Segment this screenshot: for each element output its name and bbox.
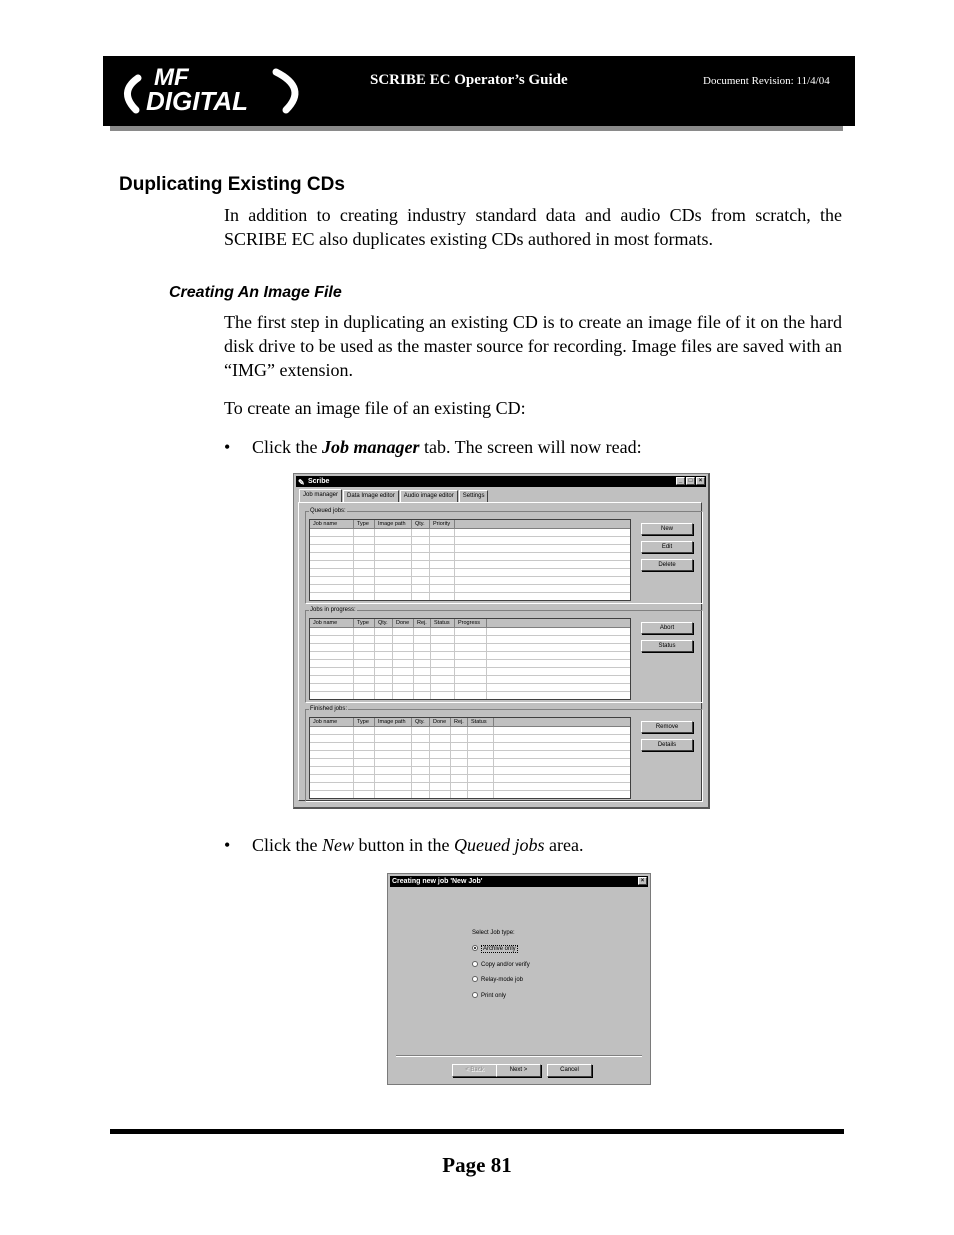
abort-button[interactable]: Abort bbox=[641, 622, 693, 634]
subsection-heading: Creating An Image File bbox=[169, 284, 342, 301]
tab-job-manager[interactable]: Job manager bbox=[299, 489, 342, 502]
close-icon[interactable]: × bbox=[696, 477, 705, 485]
next-button[interactable]: Next > bbox=[496, 1064, 541, 1077]
table-body bbox=[310, 529, 630, 601]
header-shadow bbox=[110, 126, 843, 131]
minimize-icon[interactable]: _ bbox=[676, 477, 685, 485]
tab-audio-image-editor[interactable]: Audio image editor bbox=[400, 490, 458, 502]
section-heading: Duplicating Existing CDs bbox=[119, 174, 345, 195]
bullet-icon: • bbox=[224, 835, 231, 855]
intro-paragraph: In addition to creating industry standard data and audio CDs from scratch, the SCRIBE EC also duplicates existing CDs authored in most formats. bbox=[224, 205, 842, 249]
tab-data-image-editor[interactable]: Data Image editor bbox=[343, 490, 399, 502]
bullet-item: • Click the Job manager tab. The screen will now read: bbox=[224, 437, 642, 457]
footer-rule bbox=[110, 1129, 844, 1134]
table-header bbox=[310, 619, 630, 628]
column-header[interactable]: Type bbox=[354, 619, 375, 627]
column-header[interactable]: Status bbox=[431, 619, 455, 627]
table-header bbox=[310, 718, 630, 727]
radio-selected-icon bbox=[472, 945, 478, 951]
close-icon[interactable]: × bbox=[638, 877, 647, 885]
radio-icon bbox=[472, 961, 478, 967]
column-header[interactable]: Image path bbox=[375, 520, 412, 528]
status-button[interactable]: Status bbox=[641, 640, 693, 652]
group-label: Jobs in progress: bbox=[310, 607, 356, 613]
logo-digital: DIGITAL bbox=[146, 86, 249, 116]
jobs-in-progress-group bbox=[305, 607, 703, 703]
radio-archive-only[interactable]: Archive only bbox=[472, 945, 518, 953]
table-body bbox=[310, 727, 630, 799]
column-header[interactable]: Qty. bbox=[412, 718, 430, 726]
column-header[interactable]: Rej. bbox=[414, 619, 431, 627]
job-type-label: Select Job type: bbox=[472, 930, 515, 936]
dialog-titlebar bbox=[390, 876, 648, 887]
column-header[interactable]: Type bbox=[354, 718, 375, 726]
column-header[interactable]: Job name bbox=[310, 520, 354, 528]
remove-button[interactable]: Remove bbox=[641, 721, 693, 733]
column-header[interactable]: Status bbox=[468, 718, 494, 726]
column-header[interactable]: Done bbox=[393, 619, 414, 627]
column-header[interactable]: Job name bbox=[310, 718, 354, 726]
delete-button[interactable]: Delete bbox=[641, 559, 693, 571]
maximize-icon[interactable]: □ bbox=[686, 477, 695, 485]
job-manager-panel bbox=[298, 502, 702, 801]
group-label: Queued jobs: bbox=[310, 508, 346, 514]
column-header[interactable]: Qty. bbox=[412, 520, 430, 528]
radio-icon bbox=[472, 976, 478, 982]
mf-digital-logo bbox=[108, 58, 308, 124]
dialog-separator bbox=[396, 1055, 642, 1057]
tab-strip bbox=[299, 490, 489, 502]
queued-jobs-group bbox=[305, 508, 703, 604]
column-header[interactable]: Qty. bbox=[375, 619, 393, 627]
new-button[interactable]: New bbox=[641, 523, 693, 535]
logo-mf: MF bbox=[154, 64, 189, 91]
column-header[interactable]: Type bbox=[354, 520, 375, 528]
window-titlebar bbox=[296, 476, 706, 487]
dialog-title: Creating new job 'New Job' bbox=[392, 878, 483, 885]
table-body bbox=[310, 628, 630, 700]
edit-button[interactable]: Edit bbox=[641, 541, 693, 553]
page-number: Page 81 bbox=[442, 1153, 512, 1177]
column-header[interactable]: Job name bbox=[310, 619, 354, 627]
document-revision: Document Revision: 11/4/04 bbox=[703, 75, 830, 87]
cancel-button[interactable]: Cancel bbox=[547, 1064, 592, 1077]
app-icon: ✎ bbox=[298, 478, 305, 487]
column-header[interactable]: Progress bbox=[455, 619, 487, 627]
column-header[interactable]: Rej. bbox=[451, 718, 468, 726]
back-button[interactable]: < Back bbox=[452, 1064, 497, 1077]
radio-icon bbox=[472, 992, 478, 998]
tab-settings[interactable]: Settings bbox=[459, 490, 489, 502]
radio-relay-mode[interactable]: Relay-mode job bbox=[472, 976, 523, 984]
group-label: Finished jobs: bbox=[310, 706, 348, 712]
column-header[interactable]: Image path bbox=[375, 718, 412, 726]
finished-jobs-table[interactable] bbox=[309, 717, 631, 799]
radio-print-only[interactable]: Print only bbox=[472, 992, 506, 1000]
jobs-in-progress-table[interactable] bbox=[309, 618, 631, 700]
bullet-item: • Click the New button in the Queued jobs area. bbox=[224, 835, 584, 855]
details-button[interactable]: Details bbox=[641, 739, 693, 751]
finished-jobs-group bbox=[305, 706, 703, 802]
bullet-icon: • bbox=[224, 437, 231, 457]
new-job-dialog-screenshot bbox=[387, 873, 651, 1085]
table-header bbox=[310, 520, 630, 529]
document-title: SCRIBE EC Operator’s Guide bbox=[370, 72, 568, 88]
column-header[interactable]: Priority bbox=[430, 520, 455, 528]
window-title: Scribe bbox=[308, 478, 330, 485]
column-header[interactable]: Done bbox=[430, 718, 451, 726]
queued-jobs-table[interactable] bbox=[309, 519, 631, 601]
scribe-window-screenshot bbox=[293, 473, 710, 809]
instructions-lead: To create an image file of an existing CD: bbox=[224, 398, 526, 418]
radio-copy-verify[interactable]: Copy and/or verify bbox=[472, 961, 530, 969]
image-file-paragraph: The first step in duplicating an existing CD is to create an image file of it on the hard disk drive to be used as the master source for recording. Image files are saved with an “IMG” extension. bbox=[224, 312, 842, 380]
